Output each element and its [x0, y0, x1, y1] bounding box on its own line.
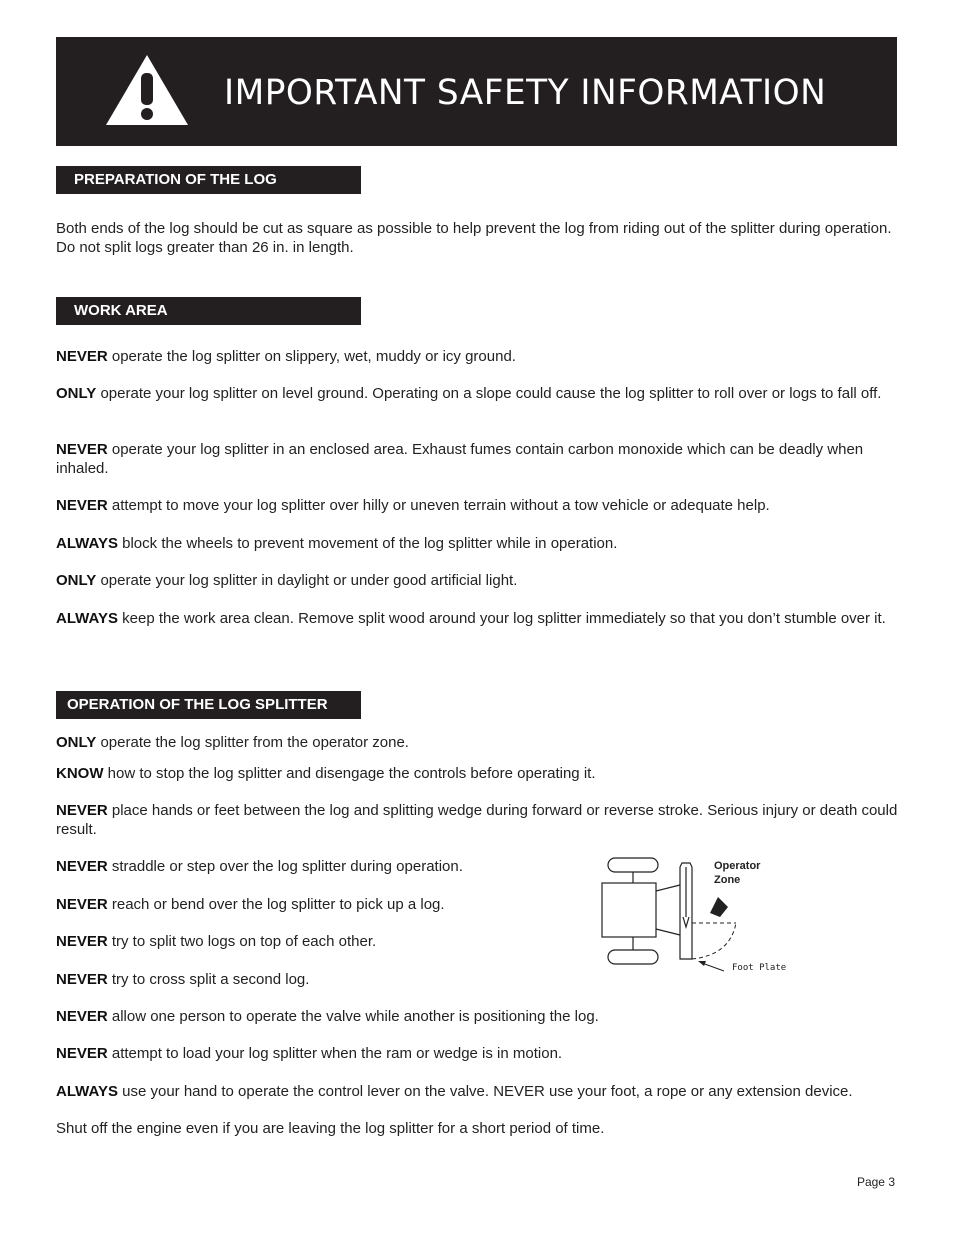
work-item: NEVER operate your log splitter in an enclosed area. Exhaust fumes contain carbon monoxide which can be deadly when inhaled. — [56, 441, 864, 477]
work-item: NEVER attempt to move your log splitter over hilly or uneven terrain without a tow vehicle or adequate help. — [56, 497, 770, 514]
section-heading-work-area: WORK AREA — [56, 297, 361, 325]
work-item: ALWAYS keep the work area clean. Remove split wood around your log splitter immediately so that you don’t stumble over it. — [56, 610, 886, 627]
operation-item: NEVER place hands or feet between the log and splitting wedge during forward or reverse stroke. Serious injury or death could result. — [56, 802, 898, 838]
operation-item: NEVER reach or bend over the log splitter to pick up a log. — [56, 896, 445, 913]
operation-item: NEVER attempt to load your log splitter when the ram or wedge is in motion. — [56, 1045, 563, 1062]
operation-item: NEVER try to split two logs on top of each other. — [56, 933, 377, 950]
operation-item: ALWAYS use your hand to operate the control lever on the valve. NEVER use your foot, a rope or any extension device. — [56, 1083, 853, 1100]
preparation-paragraph: Both ends of the log should be cut as square as possible to help prevent the log from riding out of the splitter during operation. Do not split logs greater than 26 in. in length. — [56, 220, 892, 256]
operation-item: NEVER allow one person to operate the valve while another is positioning the log. — [56, 1008, 599, 1025]
safety-banner — [56, 37, 897, 146]
work-item: ONLY operate your log splitter in daylight or under good artificial light. — [56, 572, 518, 589]
operation-item: ONLY operate the log splitter from the operator zone. — [56, 734, 409, 751]
section-heading-preparation: PREPARATION OF THE LOG — [56, 166, 361, 194]
work-item: ALWAYS block the wheels to prevent movement of the log splitter while in operation. — [56, 535, 618, 552]
foot-plate-label: Foot Plate — [732, 963, 787, 973]
operation-item: KNOW how to stop the log splitter and disengage the controls before operating it. — [56, 765, 596, 782]
operator-zone-diagram — [598, 855, 798, 980]
work-item: ONLY operate your log splitter on level ground. Operating on a slope could cause the log splitter to roll over or logs to fall off. — [56, 385, 882, 402]
page-number: Page 3 — [856, 1175, 895, 1189]
operation-item: NEVER straddle or step over the log splitter during operation. — [56, 858, 463, 875]
work-item: NEVER operate the log splitter on slippery, wet, muddy or icy ground. — [56, 348, 516, 365]
operator-zone-label: Operator Zone — [714, 860, 761, 886]
operation-item: Shut off the engine even if you are leaving the log splitter for a short period of time. — [56, 1120, 605, 1137]
warning-triangle-icon — [104, 53, 190, 127]
section-heading-operation: OPERATION OF THE LOG SPLITTER — [56, 691, 361, 719]
operation-item: NEVER try to cross split a second log. — [56, 971, 310, 988]
banner-title: IMPORTANT SAFETY INFORMATION — [224, 73, 827, 113]
